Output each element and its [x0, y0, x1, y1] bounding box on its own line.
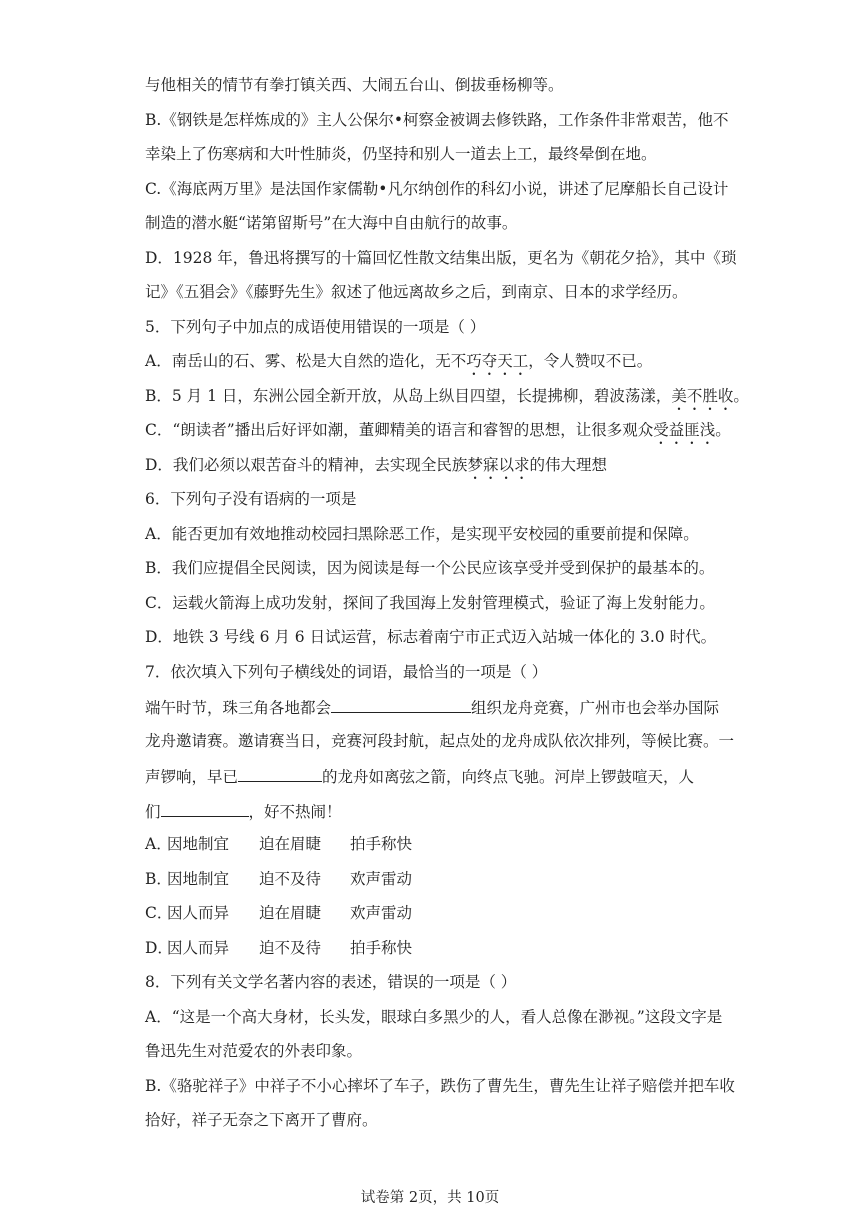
- q7-blank-2: [238, 765, 322, 782]
- q8-option-b-line1: B.《骆驼祥子》中祥子不小心摔坏了车子，跌伤了曹先生，曹先生让祥子赔偿并把车收: [145, 1077, 735, 1095]
- q7-p4-tail: ，好不热闹！: [248, 803, 342, 821]
- q7-d-word1: 因人而异: [167, 939, 230, 957]
- q4-option-c-line2: 制造的潜水艇“诺第留斯号”在大海中自由航行的故事。: [145, 214, 518, 232]
- q8-option-b-line2: 拾好，祥子无奈之下离开了曹府。: [145, 1111, 378, 1129]
- q8-option-a-line2: 鲁迅先生对范爱农的外表印象。: [145, 1042, 363, 1060]
- q7-d-word3: 拍手称快: [350, 939, 413, 957]
- q7-b-label: B．: [145, 870, 172, 888]
- q5-c-tail: 。: [715, 421, 731, 439]
- q7-p1-text: 端午时节，珠三角各地都会: [145, 699, 332, 717]
- q5-option-d: [145, 455, 735, 483]
- q5-d-tail: 的伟大理想: [529, 456, 607, 474]
- q8-stem: 8．下列有关文学名著内容的表述，错误的一项是（ ）: [145, 973, 517, 991]
- q5-option-a: [145, 351, 735, 379]
- q6-option-d: D．地铁 3 号线 6 月 6 日试运营，标志着南宁市正式迈入站城一体化的 3.0 时代。: [145, 628, 717, 646]
- q7-option-a: [145, 834, 735, 854]
- q8-option-a-line1: A．“这是一个高大身材，长头发，眼球白多黑少的人，看人总像在渺视。”这段文字是: [145, 1008, 723, 1026]
- q7-b-word3: 欢声雷动: [350, 870, 413, 888]
- q6-stem: 6．下列句子没有语病的一项是: [145, 490, 357, 508]
- q7-a-word1: 因地制宜: [167, 835, 230, 853]
- q7-passage-line3: [145, 765, 735, 787]
- q4-tail-line: 与他相关的情节有拳打镇关西、大闹五台山、倒拔垂杨柳等。: [145, 76, 564, 94]
- q5-a-tail: ，令人赞叹不已。: [528, 352, 653, 370]
- q7-p1-tail: 组织龙舟竞赛，广州市也会举办国际: [471, 699, 720, 717]
- q7-c-label: C．: [145, 904, 173, 922]
- q5-c-idiom: 受益匪浅: [653, 421, 716, 439]
- q7-b-word2: 迫不及待: [259, 870, 322, 888]
- q7-d-label: D．: [145, 939, 173, 957]
- q4-option-b-line1: B.《钢铁是怎样炼成的》主人公保尔•柯察金被调去修铁路，工作条件非常艰苦，他不: [145, 111, 729, 129]
- q6-option-a: A．能否更加有效地推动校园扫黑除恶工作，是实现平安校园的重要前提和保障。: [145, 525, 699, 543]
- q7-passage-line1: [145, 696, 735, 718]
- q7-passage-line4: [145, 800, 735, 822]
- q7-passage-line2: 龙舟邀请赛。邀请赛当日，竞赛河段封航，起点处的龙舟成队依次排列，等候比赛。一: [145, 732, 735, 750]
- q5-b-text: B．5 月 1 日，东洲公园全新开放，从岛上纵目四望，长提拂柳，碧波荡漾，: [145, 387, 672, 405]
- q7-c-word2: 迫在眉睫: [259, 904, 322, 922]
- q5-c-text: C．“朗读者”播出后好评如潮，董卿精美的语言和睿智的思想，让很多观众: [145, 421, 654, 439]
- q7-p3-text: 声锣响，早已: [145, 768, 239, 786]
- q7-blank-3: [161, 800, 249, 817]
- q7-option-b: [145, 869, 735, 889]
- q7-c-word1: 因人而异: [167, 904, 230, 922]
- q5-stem: 5．下列句子中加点的成语使用错误的一项是（ ）: [145, 318, 486, 336]
- q5-b-tail: 。: [733, 387, 749, 405]
- q5-a-text: A．南岳山的石、雾、松是大自然的造化，无不: [145, 352, 467, 370]
- q6-option-b: B．我们应提倡全民阅读，因为阅读是每一个公民应该享受并受到保护的最基本的。: [145, 559, 715, 577]
- q4-option-c-line1: C.《海底两万里》是法国作家儒勒•凡尔纳创作的科幻小说，讲述了尼摩船长自己设计: [145, 180, 729, 198]
- q7-option-c: [145, 903, 735, 923]
- q5-d-text: D．我们必须以艰苦奋斗的精神，去实现全民族: [145, 456, 468, 474]
- q7-b-word1: 因地制宜: [167, 870, 230, 888]
- q7-option-d: [145, 938, 735, 958]
- q4-option-d-line2: 记》《五猖会》《藤野先生》叙述了他远离故乡之后，到南京、日本的求学经历。: [145, 283, 688, 301]
- q7-d-word2: 迫不及待: [259, 939, 322, 957]
- q7-a-label: A．: [145, 835, 172, 853]
- q7-c-word3: 欢声雷动: [350, 904, 413, 922]
- q6-option-c: C．运载火箭海上成功发射，探间了我国海上发射管理模式，验证了海上发射能力。: [145, 594, 715, 612]
- q5-a-idiom: 巧夺天工: [466, 352, 529, 370]
- q7-a-word3: 拍手称快: [350, 835, 413, 853]
- q5-d-idiom: 梦寐以求: [467, 456, 530, 474]
- q5-b-idiom: 美不胜收: [671, 387, 734, 405]
- q4-option-d-line1: D．1928 年，鲁迅将撰写的十篇回忆性散文结集出版，更名为《朝花夕拾》，其中《琐: [145, 249, 737, 267]
- q7-stem: 7．依次填入下列句子横线处的词语，最恰当的一项是（ ）: [145, 663, 548, 681]
- q4-option-b-line2: 幸染上了伤寒病和大叶性肺炎，仍坚持和别人一道去上工，最终晕倒在地。: [145, 145, 657, 163]
- q5-option-c: [145, 420, 735, 448]
- q7-blank-1: [331, 696, 471, 713]
- q7-a-word2: 迫在眉睫: [259, 835, 322, 853]
- q5-option-b: [145, 386, 749, 414]
- page-footer: 试卷第 2页，共 10页: [360, 1190, 500, 1206]
- q7-p4-text: 们: [145, 803, 161, 821]
- q7-p3-tail: 的龙舟如离弦之箭，向终点飞驰。河岸上锣鼓喧天，人: [322, 768, 695, 786]
